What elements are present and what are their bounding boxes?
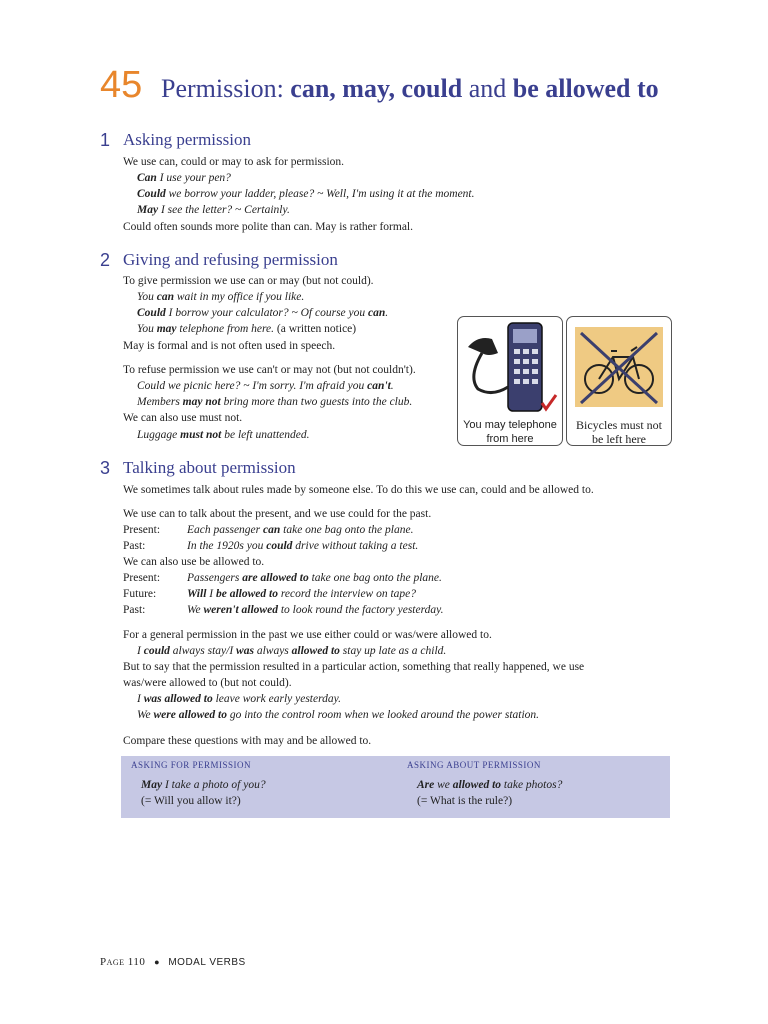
comparison-box [121,756,670,818]
section-3-but-line-1: But to say that the permission resulted in a particular action, something that really happened, we use [123,661,585,673]
tense-example-row: Past: We weren't allowed to look round the factory yesterday. [123,604,444,616]
section-3-compare: Compare these questions with may and be allowed to. [123,735,372,747]
section-3-example: I was allowed to leave work early yesterday. [137,693,341,705]
section-3-intro: We sometimes talk about rules made by someone else. To do this we use can, could and be allowed to. [123,484,594,496]
section-1-example: Can I use your pen? [137,172,231,184]
section-2-example: Luggage must not be left unattended. [137,429,310,441]
section-3-paragraph: We use can to talk about the present, and we use could for the past. [123,508,432,520]
tense-example-row: Past: In the 1920s you could drive without taking a test. [123,540,419,552]
unit-number: 45 [100,64,143,106]
section-1-number: 1 [100,130,111,150]
comparison-right-heading: ASKING ABOUT PERMISSION [407,760,541,770]
comparison-left-heading: ASKING FOR PERMISSION [131,760,252,770]
section-2-example: You can wait in my office if you like. [137,291,305,303]
section-2-refuse: To refuse permission we use can't or may not (but not couldn't). [123,364,416,376]
page-footer [100,956,246,968]
comparison-left-question: May I take a photo of you? [141,779,266,791]
section-3-but-line-2: was/were allowed to (but not could). [123,677,292,689]
section-1-intro: We use can, could or may to ask for permission. [123,156,345,168]
section-3-number: 3 [100,458,111,478]
section-2-example: Members may not bring more than two guests into the club. [137,396,413,408]
telephone-caption: You may telephone from here [463,419,557,445]
section-3-general: For a general permission in the past we use either could or was/were allowed to. [123,629,492,641]
bicycle-caption: Bicycles must not be left here [576,418,662,446]
section-3-example: I could always stay/I was always allowed to stay up late as a child. [137,645,447,657]
section-2-example: Could we picnic here? ~ I'm sorry. I'm afraid you can't. [137,380,394,392]
section-2-title: Giving and refusing permission [123,250,338,269]
bicycle-icon [567,317,671,413]
section-2-intro: To give permission we use can or may (but not could). [123,275,374,287]
bicycle-notice-picture [566,316,672,446]
section-2-must-not: We can also use must not. [123,412,243,424]
section-2-example: You may telephone from here. (a written notice) [137,323,357,335]
section-2-note: May is formal and is not often used in speech. [123,340,336,352]
comparison-left-meaning: (= Will you allow it?) [141,795,241,807]
tense-example-row: Present: Passengers are allowed to take one bag onto the plane. [123,572,442,584]
section-3-example: We were allowed to go into the control room when we looked around the power station. [137,709,540,721]
footer-section: MODAL VERBS [168,957,246,968]
telephone-notice-picture [457,316,563,446]
section-1-title: Asking permission [123,130,251,149]
section-1-note: Could often sounds more polite than can. May is rather formal. [123,221,413,233]
footer-bullet-icon: ● [154,957,160,967]
tense-example-row: Present: Each passenger can take one bag onto the plane. [123,524,414,536]
section-2-number: 2 [100,250,111,270]
section-1-example: Could we borrow your ladder, please? ~ Well, I'm using it at the moment. [137,188,475,200]
page-number: Page 110 [100,956,146,968]
section-1-example: May I see the letter? ~ Certainly. [137,204,290,216]
section-2-example: Could I borrow your calculator? ~ Of course you can. [137,307,389,319]
section-3-also: We can also use be allowed to. [123,556,265,568]
section-3-title: Talking about permission [123,458,296,477]
comparison-right-meaning: (= What is the rule?) [417,795,513,807]
unit-title: Permission: can, may, could and be allowed to [161,74,659,103]
tense-example-row: Future: Will I be allowed to record the interview on tape? [123,588,417,600]
telephone-icon [458,317,562,413]
comparison-right-question: Are we allowed to take photos? [417,779,563,791]
